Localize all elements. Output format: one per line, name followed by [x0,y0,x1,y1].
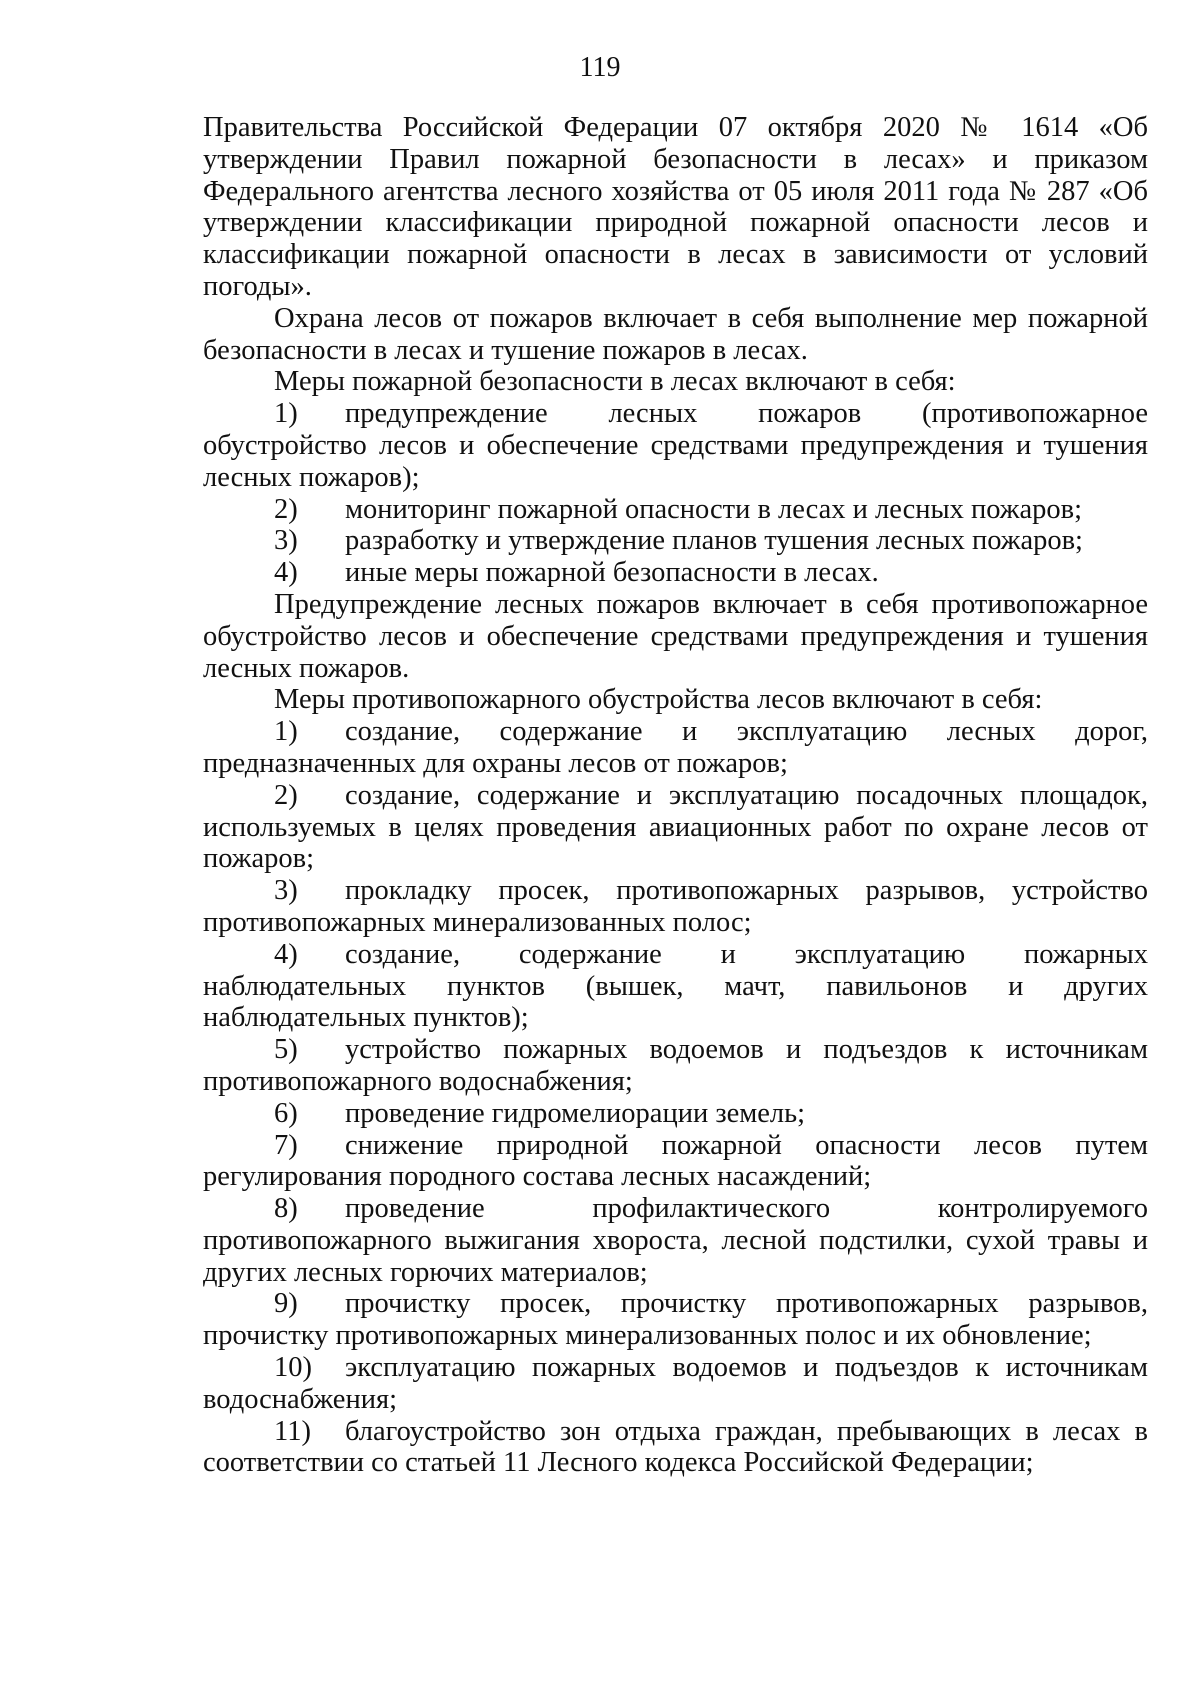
protection-paragraph: Охрана лесов от пожаров включает в себя выполнение мер пожарной безопасности в лесах и тушение пожаров в лесах. [203,302,1148,366]
list-item-number: 3) [274,875,298,907]
list-item-number: 4) [274,938,298,970]
list-item-text: иные меры пожарной безопасности в лесах. [345,557,879,589]
list-item-number: 4) [274,557,298,589]
list-item-number: 7) [274,1129,298,1161]
list-item [203,1288,1148,1352]
list-item [203,398,1148,493]
list-item-text: устройство пожарных водоемов и подъездов к источникам противопожарного водоснабжения; [203,1034,1148,1097]
list-item-text: создание, содержание и эксплуатацию посадочных площадок, используемых в целях проведения авиационных работ по охране лесов от пожаров; [203,779,1148,875]
list-item-number: 9) [274,1288,298,1320]
list-item-text: прокладку просек, противопожарных разрывов, устройство противопожарных минерализованных полос; [203,875,1148,938]
list-item [203,1416,1148,1480]
arrangement-measures-intro: Меры противопожарного обустройства лесов включают в себя: [274,684,1043,716]
list-item-text: эксплуатацию пожарных водоемов и подъездов к источникам водоснабжения; [203,1352,1148,1415]
intro-paragraph: Правительства Российской Федерации 07 октября 2020 № 1614 «Об утверждении Правил пожарной безопасности в лесах» и приказом Федерального агентства лесного хозяйства от 05 июля 2011 года № 287 «Об утверждении классификации природной пожарной опасности лесов и классификации пожарной опасности в лесах в зависимости от условий погоды». [203,112,1148,302]
list-item-text: благоустройство зон отдыха граждан, пребывающих в лесах в соответствии со статьей 11 Лесного кодекса Российской Федерации; [203,1415,1148,1479]
list-item-text: разработку и утверждение планов тушения лесных пожаров; [345,525,1083,557]
list-item-number: 1) [274,398,298,430]
list-item [203,494,1148,526]
list-item-number: 2) [274,779,298,811]
document-body [203,112,1148,1479]
list-item-text: проведение профилактического контролируемого противопожарного выжигания хвороста, лесной подстилки, сухой травы и других лесных горючих материалов; [203,1193,1148,1288]
list-item-number: 3) [274,525,298,557]
page-number: 119 [579,52,621,83]
list-item [203,557,1148,589]
list-item-number: 11) [274,1415,311,1447]
list-item [203,1352,1148,1416]
arrangement-measures-list [203,716,1148,1479]
list-item-text: создание, содержание и эксплуатацию лесных дорог, предназначенных для охраны лесов от пожаров; [203,716,1148,779]
list-item-text: прочистку просек, прочистку противопожарных разрывов, прочистку противопожарных минерализованных полос и их обновление; [203,1288,1148,1352]
list-item-number: 6) [274,1097,298,1129]
list-item [203,1130,1148,1194]
list-item-text: проведение гидромелиорации земель; [345,1097,806,1129]
list-item-text: мониторинг пожарной опасности в лесах и лесных пожаров; [345,493,1083,525]
list-item-text: предупреждение лесных пожаров (противопожарное обустройство лесов и обеспечение средствами предупреждения и тушения лесных пожаров); [203,398,1148,493]
list-item [203,939,1148,1034]
list-item [203,875,1148,939]
list-item [203,1193,1148,1288]
list-item-number: 5) [274,1034,298,1066]
list-item [203,716,1148,780]
list-item-number: 10) [274,1352,312,1384]
safety-measures-list [203,398,1148,589]
list-item [203,1098,1148,1130]
list-item-text: создание, содержание и эксплуатацию пожарных наблюдательных пунктов (вышек, мачт, павильонов и других наблюдательных пунктов); [203,938,1148,1034]
list-item [203,525,1148,557]
list-item-text: снижение природной пожарной опасности лесов путем регулирования породного состава лесных насаждений; [203,1129,1148,1193]
safety-measures-intro: Меры пожарной безопасности в лесах включают в себя: [274,366,956,398]
list-item [203,1034,1148,1098]
list-item-number: 2) [274,493,298,525]
list-item [203,780,1148,875]
prevention-paragraph: Предупреждение лесных пожаров включает в себя противопожарное обустройство лесов и обеспечение средствами предупреждения и тушения лесных пожаров. [203,588,1148,684]
list-item-number: 1) [274,716,298,748]
list-item-number: 8) [274,1193,298,1225]
